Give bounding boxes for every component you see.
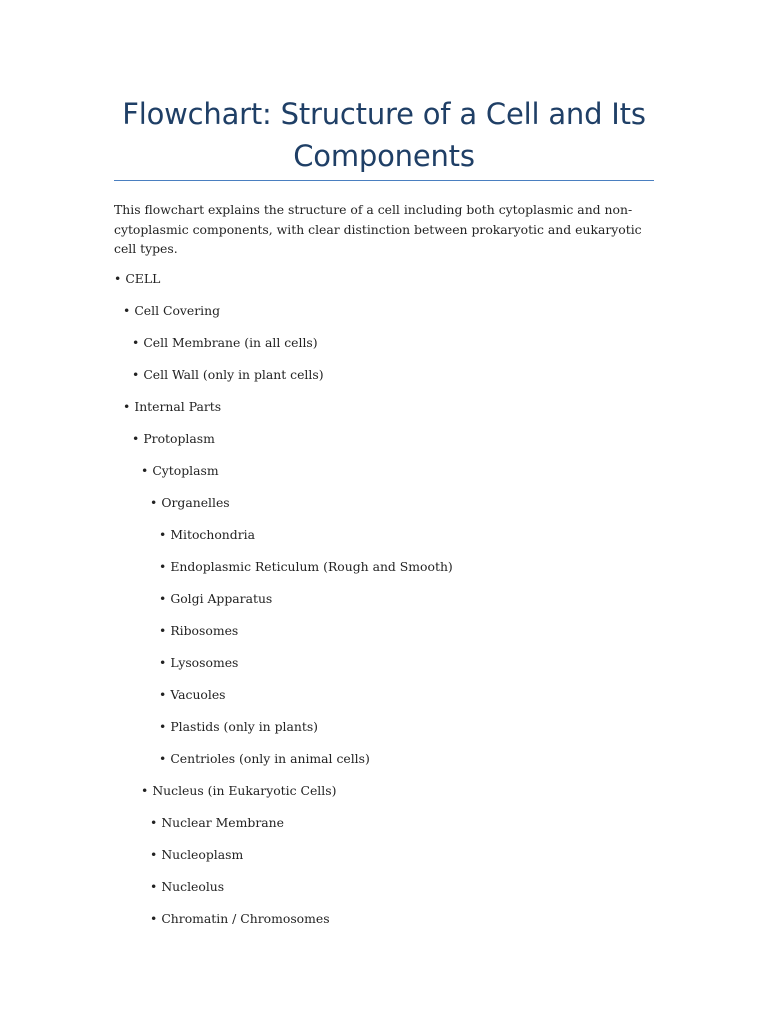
outline-item-text: Nucleoplasm [161,847,244,862]
cell-structure-outline [0,269,768,941]
bullet-marker: • [141,783,149,798]
bullet-marker: • [132,431,140,446]
outline-item-text: Cytoplasm [152,463,219,478]
outline-item [0,909,768,941]
outline-item-text: Nucleolus [161,879,225,894]
bullet-marker: • [150,847,158,862]
outline-item [0,845,768,877]
outline-item [0,717,768,749]
outline-item-text: Ribosomes [170,623,239,638]
outline-item-text: Lysosomes [170,655,239,670]
outline-item-text: Cell Covering [134,303,221,318]
outline-item-text: Protoplasm [143,431,215,446]
outline-item-text: Organelles [161,495,230,510]
outline-item [0,685,768,717]
bullet-marker: • [159,719,167,734]
bullet-marker: • [159,591,167,606]
bullet-marker: • [159,751,167,766]
bullet-marker: • [123,399,131,414]
title-divider [114,180,654,181]
bullet-marker: • [159,527,167,542]
outline-item [0,877,768,909]
outline-item [0,525,768,557]
outline-item-text: Golgi Apparatus [170,591,273,606]
outline-item-text: Vacuoles [170,687,226,702]
outline-item [0,781,768,813]
bullet-marker: • [159,655,167,670]
bullet-marker: • [150,879,158,894]
bullet-marker: • [132,335,140,350]
outline-item-text: Cell Wall (only in plant cells) [143,367,324,382]
outline-item-text: Cell Membrane (in all cells) [143,335,318,350]
outline-item-text: Nucleus (in Eukaryotic Cells) [152,783,337,798]
outline-item [0,333,768,365]
outline-item [0,493,768,525]
bullet-marker: • [159,687,167,702]
outline-item-text: Centrioles (only in animal cells) [170,751,370,766]
outline-item [0,653,768,685]
outline-item [0,557,768,589]
outline-item [0,365,768,397]
outline-item-text: Chromatin / Chromosomes [161,911,330,926]
outline-item [0,749,768,781]
bullet-marker: • [114,271,122,286]
bullet-marker: • [150,815,158,830]
outline-item-text: Mitochondria [170,527,255,542]
outline-item [0,461,768,493]
outline-item-text: Nuclear Membrane [161,815,284,830]
intro-paragraph: This flowchart explains the structure of a cell including both cytoplasmic and non-cytoplasmic components, with clear distinction between prokaryotic and eukaryotic cell types. [114,202,642,256]
outline-item [0,621,768,653]
outline-item [0,301,768,333]
outline-item-text: Plastids (only in plants) [170,719,319,734]
bullet-marker: • [141,463,149,478]
outline-item [0,397,768,429]
outline-item [0,269,768,301]
outline-item [0,813,768,845]
outline-item-text: Endoplasmic Reticulum (Rough and Smooth) [170,559,453,574]
bullet-marker: • [150,495,158,510]
document-title: Flowchart: Structure of a Cell and Its Components [122,97,646,173]
bullet-marker: • [132,367,140,382]
outline-item [0,429,768,461]
outline-item-text: Internal Parts [134,399,222,414]
bullet-marker: • [159,623,167,638]
outline-item [0,589,768,621]
bullet-marker: • [123,303,131,318]
bullet-marker: • [159,559,167,574]
bullet-marker: • [150,911,158,926]
outline-item-text: CELL [125,271,161,286]
